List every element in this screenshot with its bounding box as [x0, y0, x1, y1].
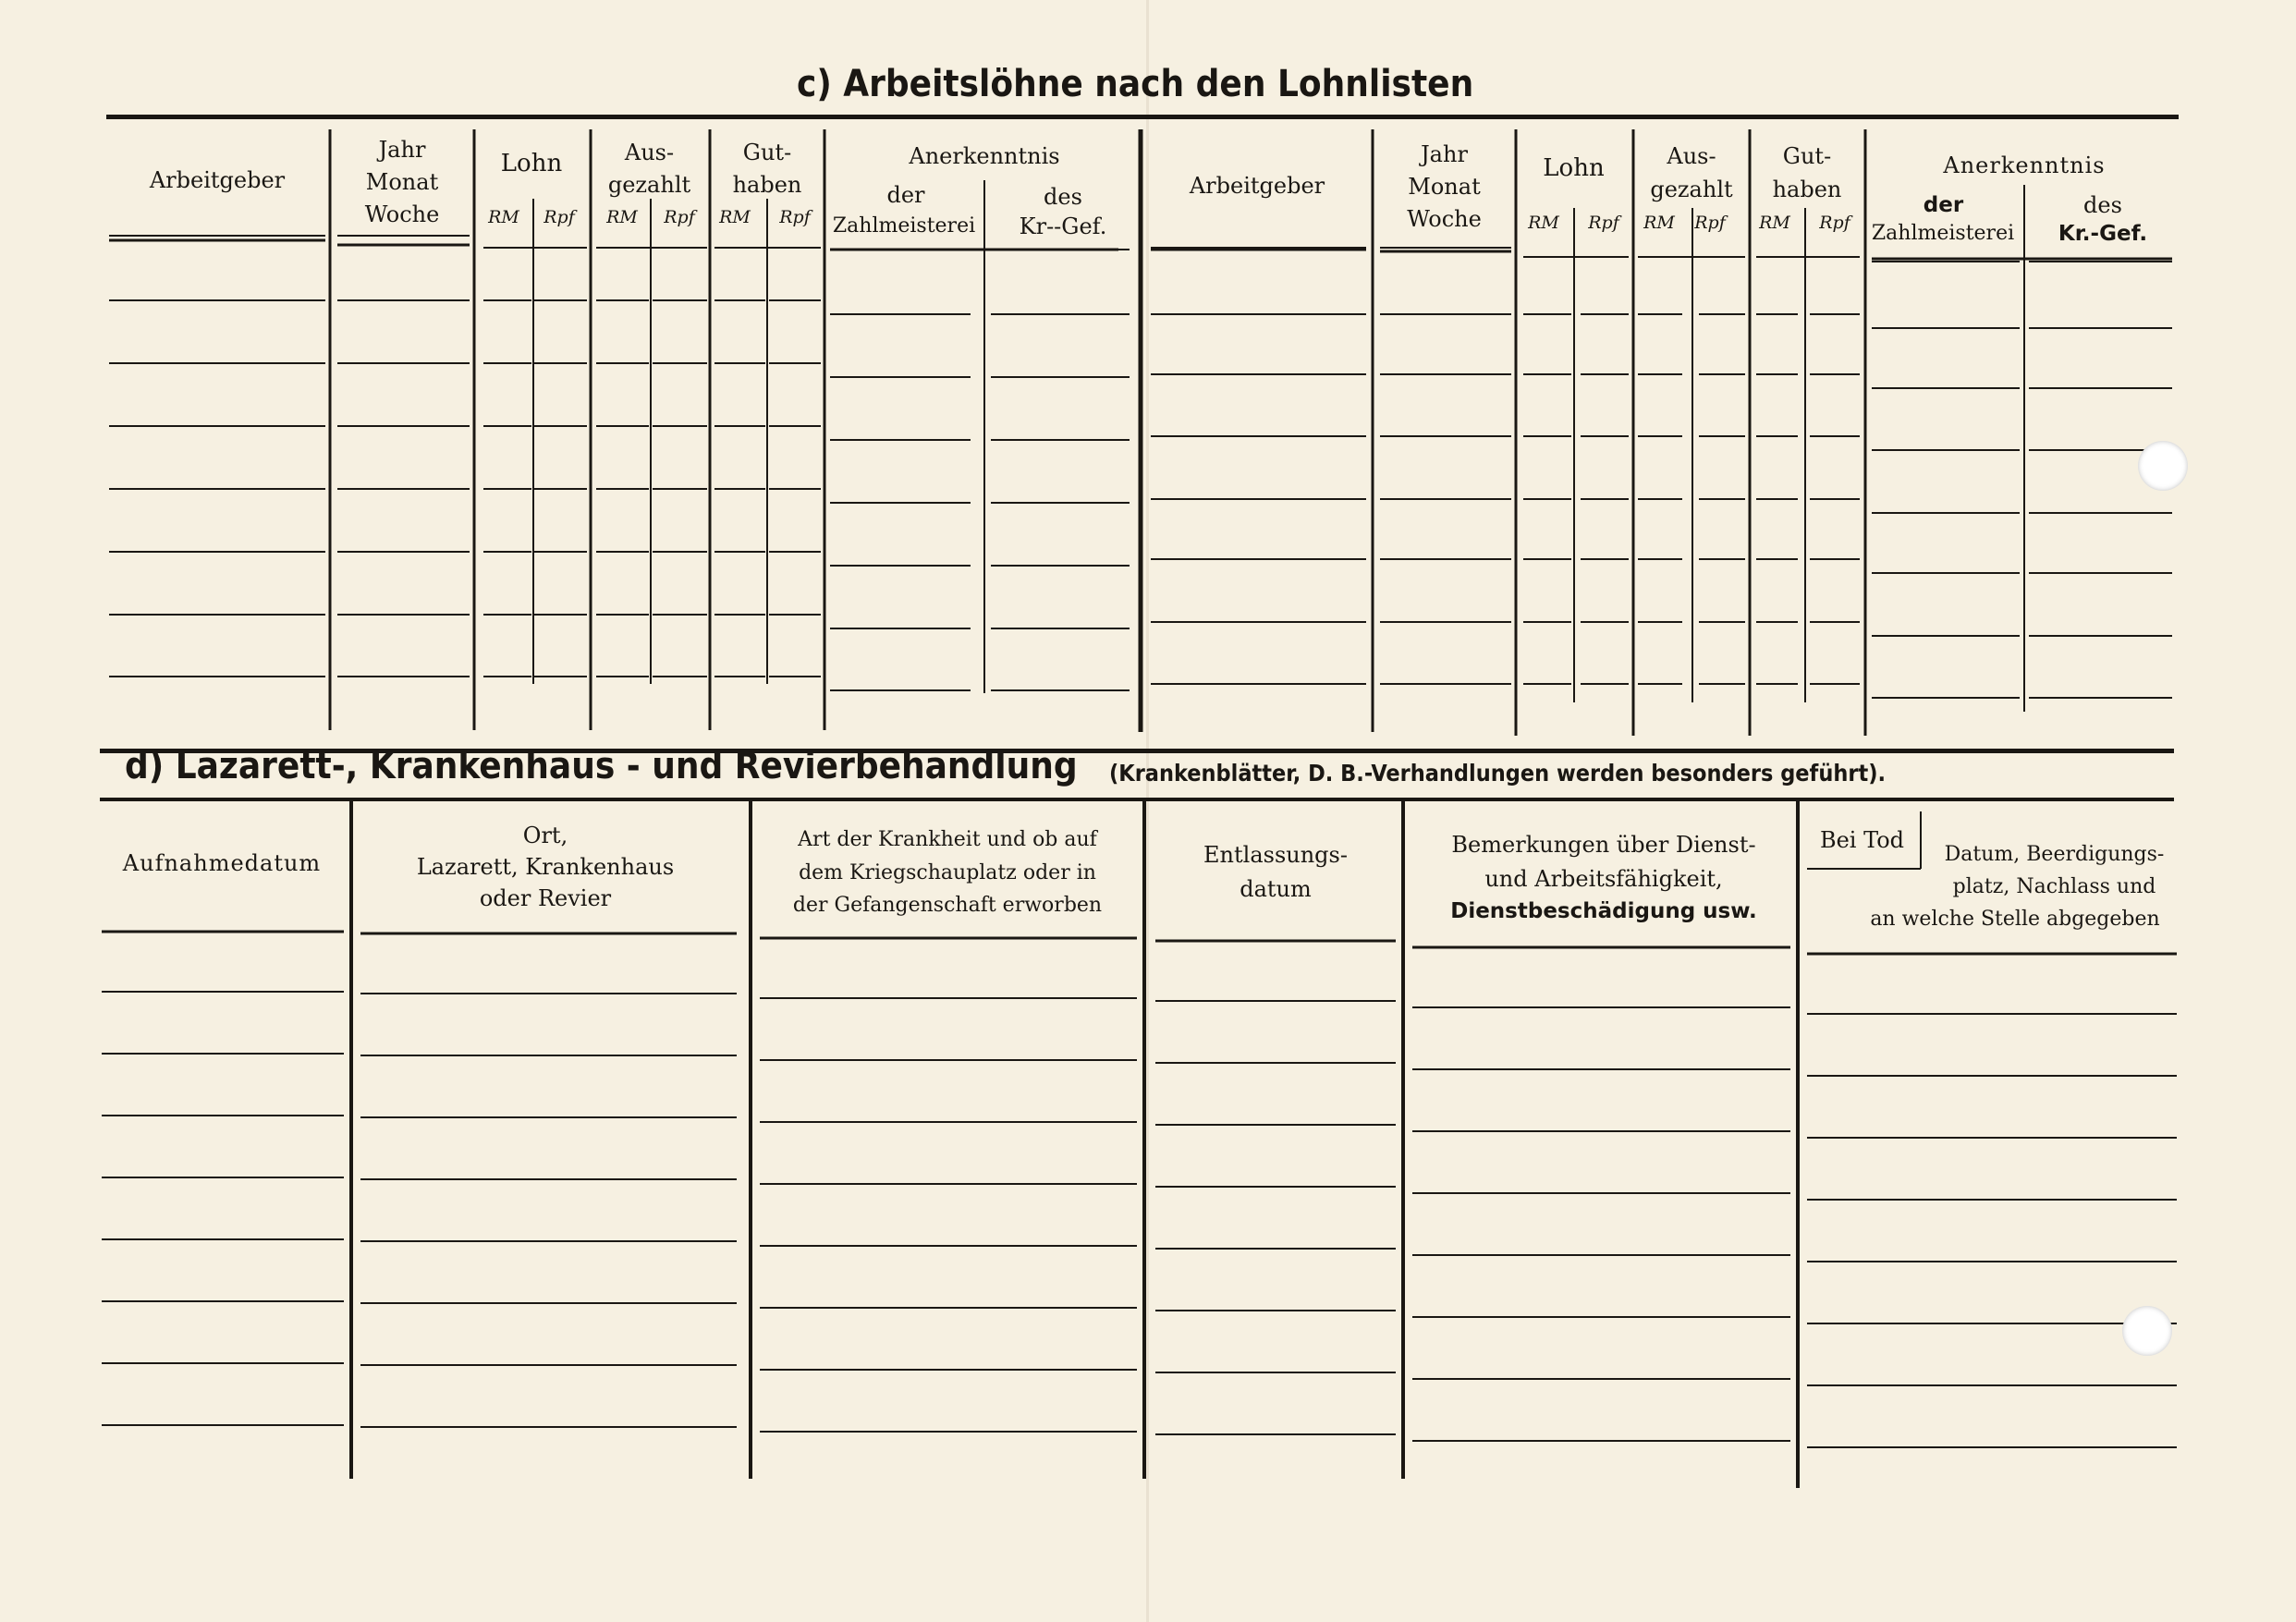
header-rm: RM [719, 207, 751, 227]
header-monat: Monat [1408, 174, 1481, 200]
header-rm: RM [488, 207, 519, 227]
header-zahlmeisterei: Zahlmeisterei [832, 214, 976, 238]
header-krgef: Kr.-Gef. [2058, 222, 2148, 246]
header-rpf: Rpf [779, 207, 811, 227]
header-rpf: Rpf [1694, 213, 1726, 233]
header-art-line1: Art der Krankheit und ob auf [798, 828, 1097, 851]
header-ort-line1: Ort, [522, 823, 568, 848]
header-haben: haben [732, 172, 802, 198]
header-aufnahmedatum: Aufnahmedatum [122, 850, 322, 876]
header-rm: RM [1759, 213, 1790, 233]
header-rm: RM [606, 207, 638, 227]
header-der: der [1923, 193, 1964, 217]
header-aus: Aus- [624, 140, 675, 165]
header-bemerkungen-line1: Bemerkungen über Dienst- [1451, 832, 1756, 858]
header-der: der [886, 182, 925, 208]
header-gut: Gut- [742, 140, 792, 165]
header-entlassung-line1: Entlassungs- [1203, 842, 1348, 868]
header-art-line2: dem Kriegschauplatz oder in [799, 861, 1096, 884]
header-des: des [2083, 192, 2122, 218]
header-rm: RM [1528, 213, 1559, 233]
header-woche: Woche [1407, 206, 1482, 232]
header-gut: Gut- [1782, 143, 1832, 169]
header-ort-line3: oder Revier [479, 885, 612, 911]
header-bei-tod: Bei Tod [1819, 827, 1905, 853]
header-krgef: Kr--Gef. [1019, 213, 1107, 239]
header-datum-line1: Datum, Beerdigungs- [1944, 843, 2165, 866]
header-art-line3: der Gefangenschaft erworben [792, 894, 1103, 917]
section-d-note: (Krankenblätter, D. B.-Verhandlungen werden besonders geführt). [1109, 760, 1887, 787]
header-zahlmeisterei: Zahlmeisterei [1871, 222, 2015, 245]
section-d-title: d) Lazarett-, Krankenhaus - und Revierbehandlung [125, 745, 1078, 787]
header-rm: RM [1643, 213, 1675, 233]
header-anerkenntnis: Anerkenntnis [909, 143, 1060, 169]
header-rpf: Rpf [664, 207, 695, 227]
header-bemerkungen-line2: und Arbeitsfähigkeit, [1484, 866, 1723, 892]
header-datum-line3: an welche Stelle abgegeben [1870, 908, 2160, 931]
header-bemerkungen-line3: Dienstbeschädigung usw. [1450, 899, 1757, 923]
header-datum-line2: platz, Nachlass und [1952, 875, 2156, 898]
header-rpf: Rpf [1588, 213, 1619, 233]
header-arbeitgeber: Arbeitgeber [149, 167, 286, 193]
header-lohn: Lohn [1543, 154, 1605, 182]
header-rpf: Rpf [543, 207, 575, 227]
header-monat: Monat [365, 169, 439, 195]
header-des: des [1044, 184, 1082, 210]
header-woche: Woche [364, 201, 440, 227]
punch-hole [2122, 1306, 2172, 1356]
header-arbeitgeber: Arbeitgeber [1189, 173, 1325, 199]
header-lohn: Lohn [500, 150, 563, 177]
header-gezahlt: gezahlt [1650, 177, 1733, 202]
header-entlassung-line2: datum [1240, 876, 1312, 902]
header-rpf: Rpf [1819, 213, 1850, 233]
header-gezahlt: gezahlt [607, 172, 691, 198]
header-aus: Aus- [1667, 143, 1716, 169]
header-ort-line2: Lazarett, Krankenhaus [416, 854, 675, 880]
punch-hole [2138, 441, 2188, 491]
header-jahr: Jahr [378, 137, 426, 163]
header-haben: haben [1772, 177, 1842, 202]
header-jahr: Jahr [1421, 141, 1468, 167]
section-c-title: c) Arbeitslöhne nach den Lohnlisten [797, 63, 1474, 105]
header-anerkenntnis: Anerkenntnis [1943, 152, 2106, 178]
